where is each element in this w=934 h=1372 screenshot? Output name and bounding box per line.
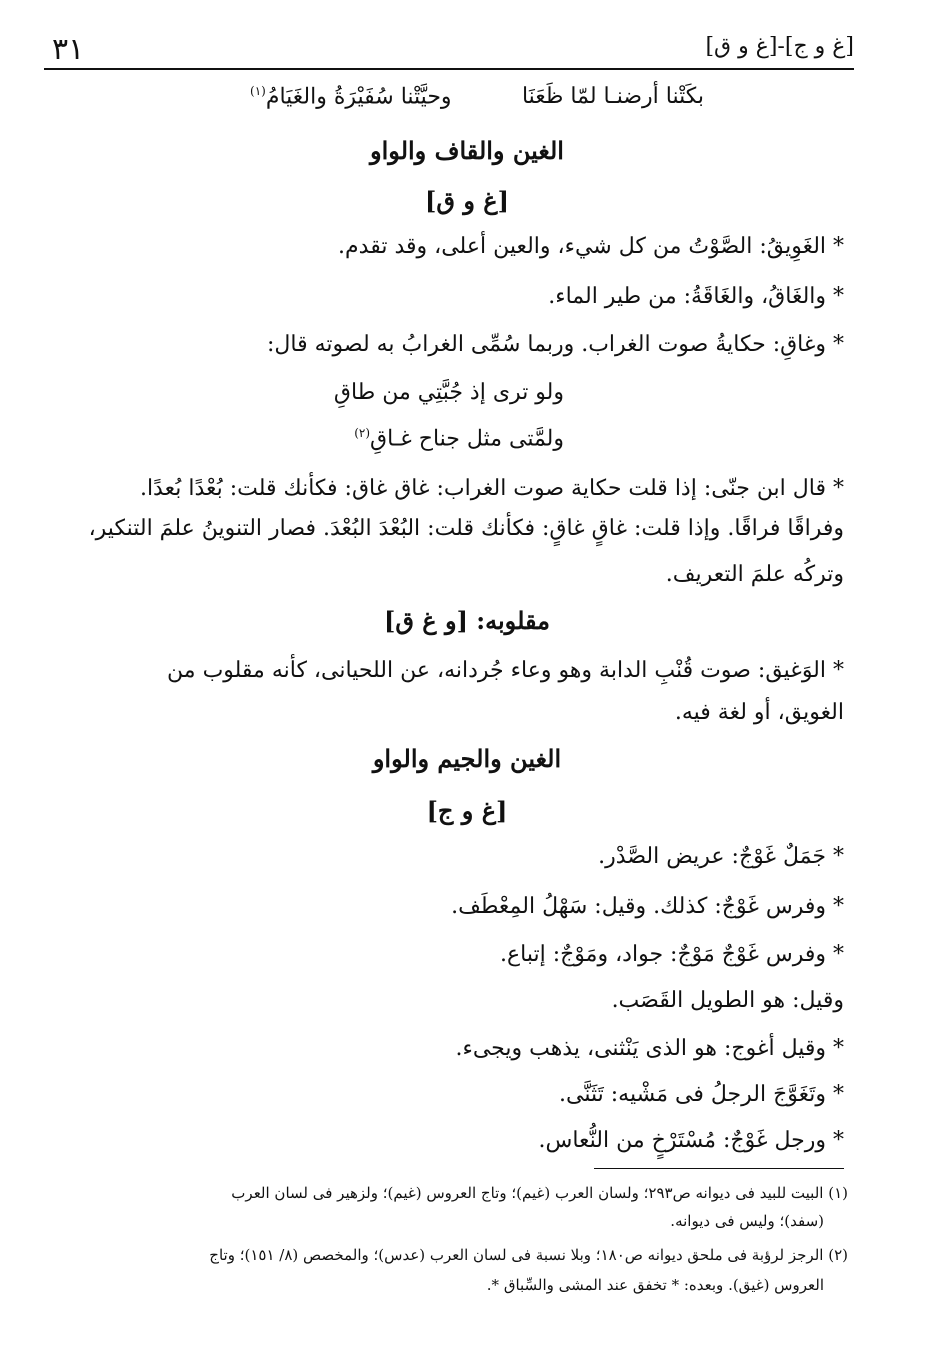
footnote-ref-1: (١)	[250, 84, 266, 98]
ghwj-line-2: * وفرس غَوْجٌ: كذلك. وقيل: سَهْلُ المِعْطَف.	[451, 894, 844, 919]
footnote-1-line-1: (١) البيت للبيد فى ديوانه ص٢٩٣؛ ولسان العرب (غيم)؛ وتاج العروس (غيم)؛ ولزهير فى لسان العرب	[231, 1184, 848, 1202]
opening-poem-left-text: وحيَّتْنا سُفَيْرَةُ والغَيَامُ	[265, 84, 452, 110]
running-head: [غ و ق]-[غ و ج]	[705, 34, 854, 59]
maqlub-line-1: * الوَغيق: صوت قُنْبِ الدابة وهو وعاء جُردانه، عن اللحيانى، كأنه مقلوب من	[167, 658, 844, 683]
section-title-ghayn-qaf-waw: الغين والقاف والواو	[370, 136, 564, 165]
maqlub-line-2: الغويق، أو لغة فيه.	[674, 700, 844, 725]
section-title-ghayn-jim-waw: الغين والجيم والواو	[372, 744, 562, 773]
verse-line-1: ولو ترى إذ جُبَّتِي من طاقِ	[333, 380, 564, 405]
opening-poem-hemistich-right: بكَتْنا أرضنـا لمّا ظَعَنَا	[521, 84, 704, 109]
ghwj-line-4: وقيل: هو الطويل القَصَب.	[611, 988, 844, 1013]
paragraph-line-2: وفراقًا فراقًا. وإذا قلت: غاقٍ غاقٍ: فكأنك قلت: البُعْدَ البُعْدَ. فصار التنوينُ علمَ التنكير،	[88, 516, 844, 541]
entry-line-1: * الغَوِيقُ: الصَّوْتُ من كل شيء، والعين أعلى، وقد تقدم.	[338, 234, 844, 259]
paragraph-line-3: وتركُه علمَ التعريف.	[665, 562, 844, 587]
ghwj-line-6: * وتَغَوَّجَ الرجلُ فى مَشْيه: تَثَنَّى.	[559, 1082, 844, 1107]
ghwj-line-1: * جَمَلٌ غَوْجٌ: عريض الصَّدْر.	[598, 844, 844, 869]
verse-line-2	[354, 426, 564, 451]
ghwj-line-7: * ورجل غَوْجٌ: مُسْتَرْخٍ من النُّعاس.	[538, 1128, 844, 1153]
footnote-2-line-1: (٢) الرجز لرؤبة فى ملحق ديوانه ص١٨٠؛ وبلا نسبة فى لسان العرب (عدس)؛ والمخصص (٨/ ١٥١)؛ وتاج	[209, 1246, 848, 1264]
footnote-2-line-2: العروس (غيق). وبعده: * تخفق عند المشى والسِّباق *.	[486, 1276, 824, 1294]
verse-line-2-text: ولمَّتى مثل جناح غـاقِ	[370, 426, 564, 452]
root-heading-ghwq: [غ و ق]	[425, 186, 509, 215]
opening-poem-hemistich-left	[250, 84, 452, 109]
entry-line-2: * والغَاقُ، والغَاقَةُ: من طير الماء.	[548, 284, 844, 309]
page-number: ٣١	[52, 32, 85, 67]
ghwj-line-5: * وقيل أغوج: هو الذى يَنْثنى، يذهب ويجىء.	[455, 1036, 844, 1061]
section-title-maqlub: مقلوبه: [و غ ق]	[383, 606, 551, 635]
footnote-ref-2: (٢)	[354, 426, 371, 440]
paragraph-line-1: * قال ابن جنّى: إذا قلت حكاية صوت الغراب: غاق غاق: فكأنك قلت: بُعْدًا بُعدًا.	[139, 476, 844, 501]
entry-line-3: * وغاقِ: حكايةُ صوت الغراب. وربما سُمِّى الغرابُ به لصوته قال:	[266, 332, 844, 357]
page-header	[44, 28, 854, 70]
footnote-1-line-2: (سفد)؛ وليس فى ديوانه.	[670, 1212, 824, 1230]
ghwj-line-3: * وفرس غَوْجٌ مَوْجٌ: جواد، ومَوْجٌ: إتباع.	[500, 942, 844, 967]
footnote-divider	[594, 1168, 844, 1169]
root-heading-ghwj: [غ و ج]	[426, 796, 508, 825]
